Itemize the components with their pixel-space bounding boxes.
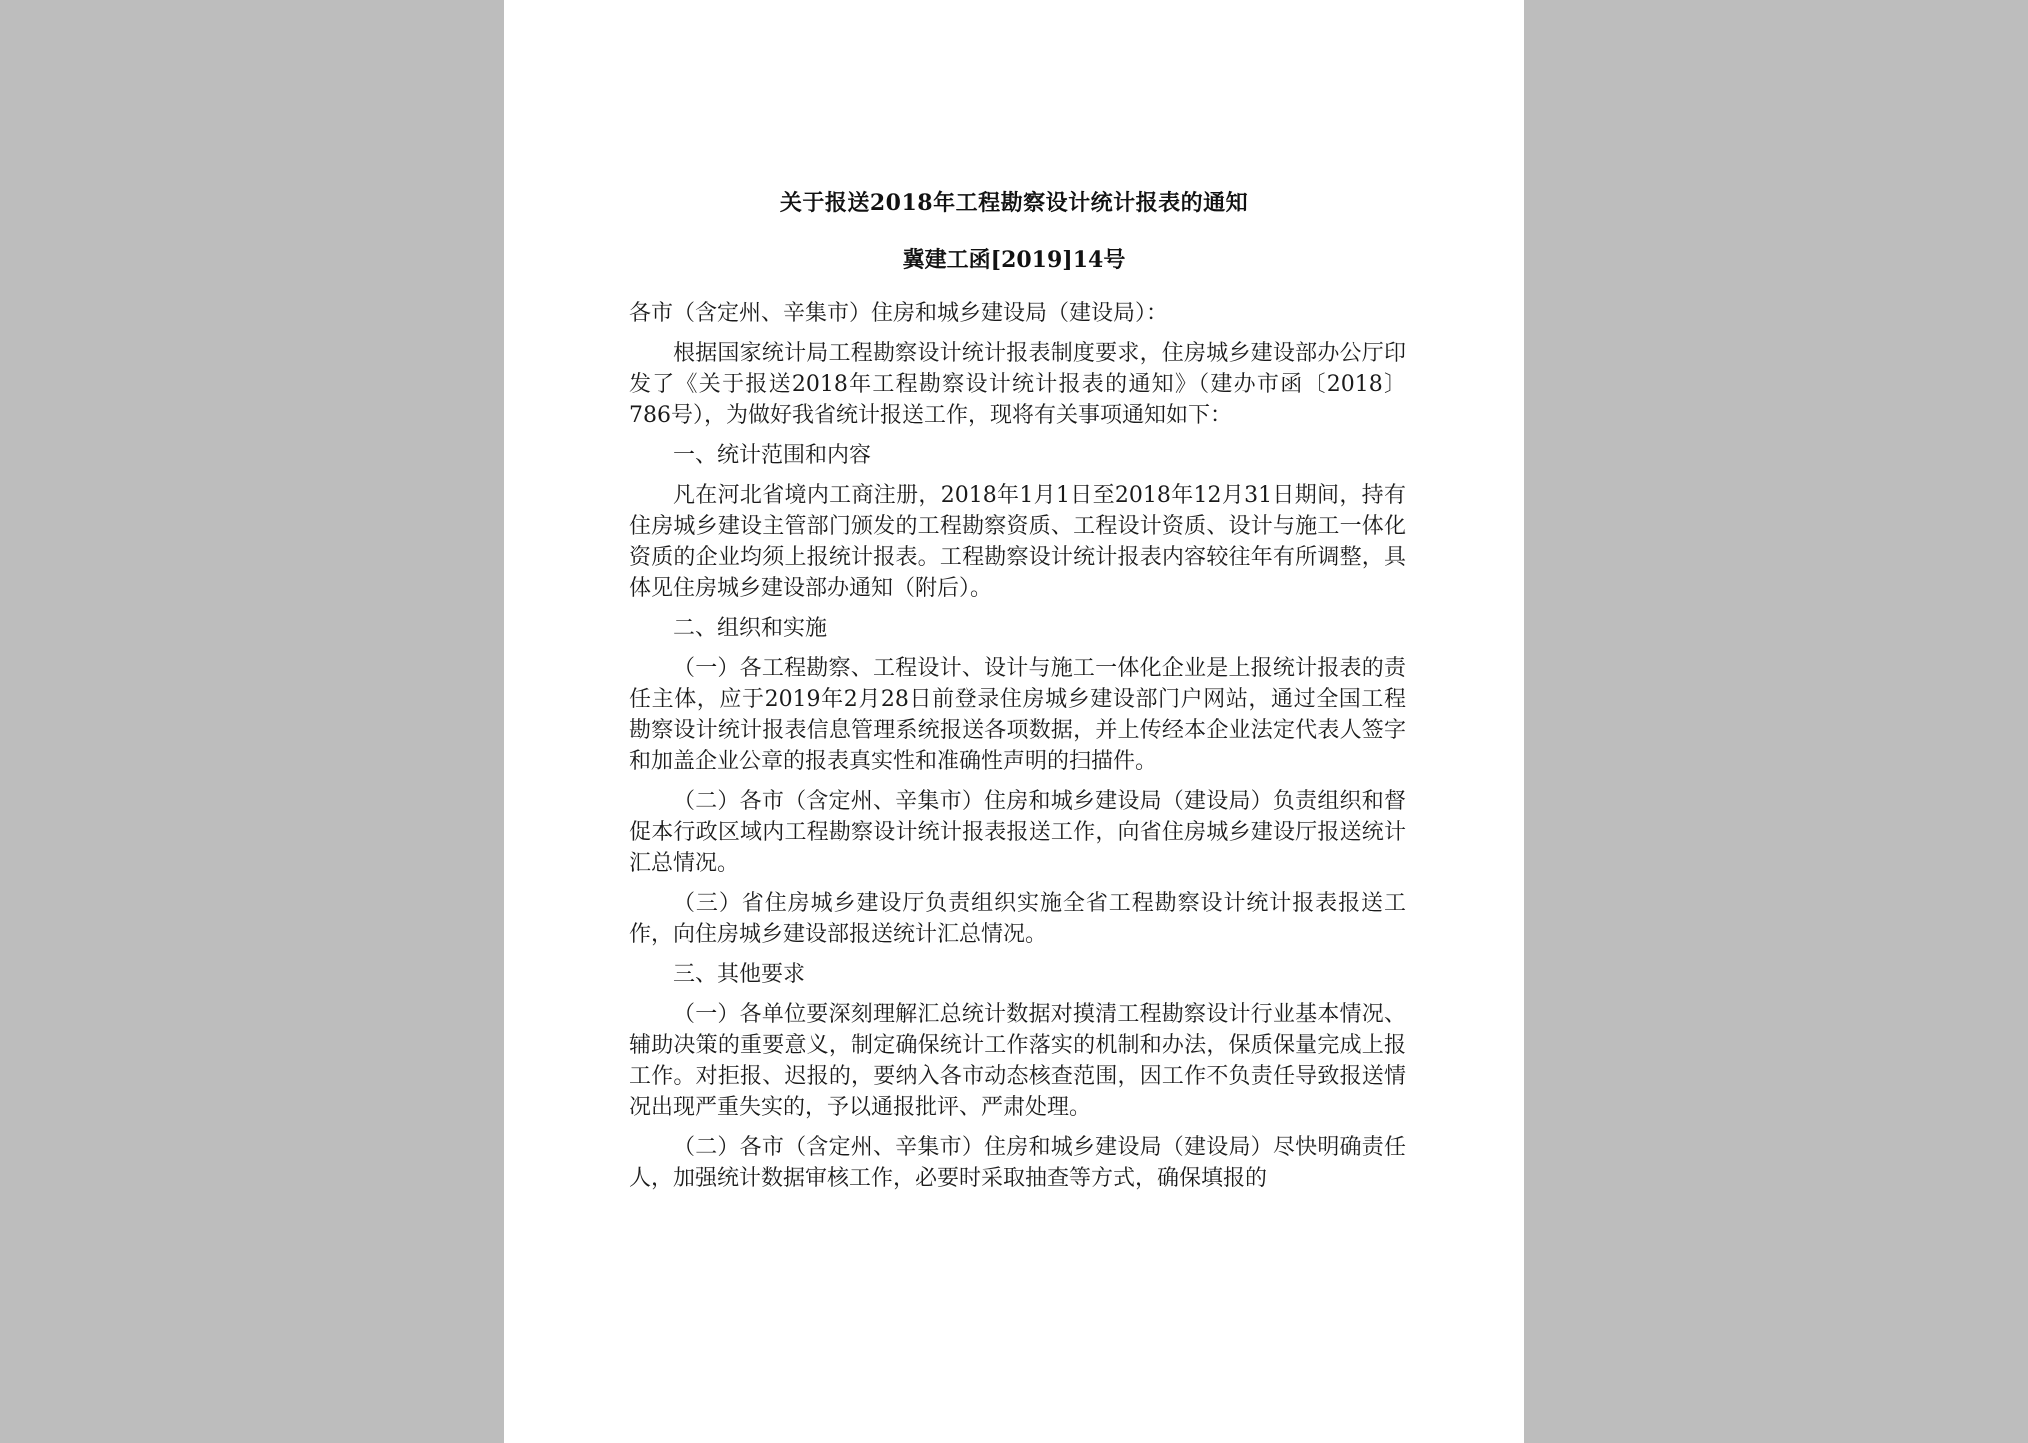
- paragraph-org-3: （三）省住房城乡建设厅负责组织实施全省工程勘察设计统计报表报送工作，向住房城乡建设部报送统计汇总情况。: [629, 891, 1406, 947]
- document-title: 关于报送2018年工程勘察设计统计报表的通知: [779, 190, 1249, 216]
- document-number: 冀建工函[2019]14号: [902, 247, 1126, 273]
- section-heading-1: 一、统计范围和内容: [673, 443, 872, 468]
- paragraph-org-2: （二）各市（含定州、辛集市）住房和城乡建设局（建设局）负责组织和督促本行政区域内工程勘察设计统计报表报送工作，向省住房城乡建设厅报送统计汇总情况。: [629, 789, 1406, 876]
- document-body: [629, 298, 1406, 1203]
- document-page: [504, 0, 1524, 1443]
- section-heading-2: 二、组织和实施: [673, 616, 828, 641]
- paragraph-req-1: （一）各单位要深刻理解汇总统计数据对摸清工程勘察设计行业基本情况、辅助决策的重要意义，制定确保统计工作落实的机制和办法，保质保量完成上报工作。对拒报、迟报的，要纳入各市动态核查范围，因工作不负责任导致报送情况出现严重失实的，予以通报批评、严肃处理。: [629, 1002, 1406, 1120]
- paragraph-req-2: （二）各市（含定州、辛集市）住房和城乡建设局（建设局）尽快明确责任人，加强统计数据审核工作，必要时采取抽查等方式，确保填报的: [629, 1135, 1406, 1191]
- paragraph-org-1: （一）各工程勘察、工程设计、设计与施工一体化企业是上报统计报表的责任主体，应于2019年2月28日前登录住房城乡建设部门户网站，通过全国工程勘察设计统计报表信息管理系统报送各项数据，并上传经本企业法定代表人签字和加盖企业公章的报表真实性和准确性声明的扫描件。: [629, 656, 1406, 774]
- paragraph-intro: 根据国家统计局工程勘察设计统计报表制度要求，住房城乡建设部办公厅印发了《关于报送2018年工程勘察设计统计报表的通知》（建办市函〔2018〕786号），为做好我省统计报送工作，现将有关事项通知如下：: [629, 341, 1406, 428]
- salutation: 各市（含定州、辛集市）住房和城乡建设局（建设局）：: [629, 301, 1169, 326]
- section-heading-3: 三、其他要求: [673, 962, 806, 987]
- paragraph-scope: 凡在河北省境内工商注册，2018年1月1日至2018年12月31日期间，持有住房城乡建设主管部门颁发的工程勘察资质、工程设计资质、设计与施工一体化资质的企业均须上报统计报表。工程勘察设计统计报表内容较往年有所调整，具体见住房城乡建设部办通知（附后）。: [629, 483, 1406, 601]
